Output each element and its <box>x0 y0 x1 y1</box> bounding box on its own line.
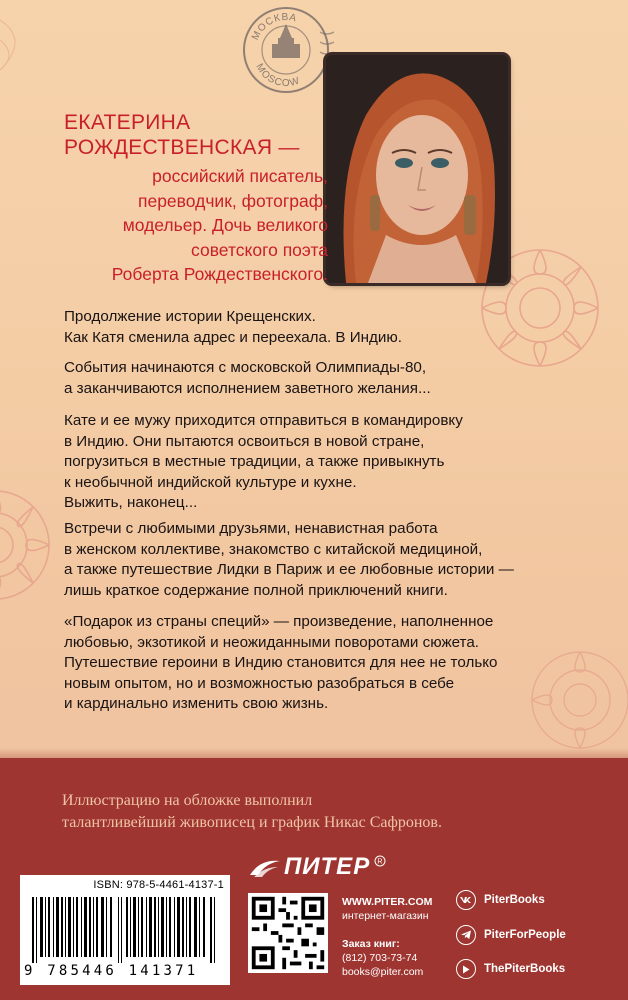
blurb-line: Выжить, наконец... <box>64 494 198 511</box>
vk-icon <box>456 890 476 910</box>
author-desc-line: переводчик, фотограф, <box>137 190 328 211</box>
barcode-digits: 9 785446 141371 <box>24 963 199 979</box>
order-block <box>342 937 423 979</box>
mandala-ornament-left <box>0 470 70 620</box>
social-vk-label: PiterBooks <box>484 894 545 906</box>
publisher-logo-text: ПИТЕР <box>284 853 371 880</box>
blurb-line: любовью, экзотикой и неожиданными поворотами сюжета. <box>64 633 479 651</box>
piter-logo-icon <box>248 857 282 879</box>
illustration-credit <box>62 790 582 834</box>
qr-code-pattern <box>248 893 328 973</box>
author-name <box>64 110 324 160</box>
credit-line: талантливейший живописец и график Никас Сафронов. <box>62 814 442 831</box>
publisher-logo <box>248 853 388 883</box>
blurb-line: а также путешествие Лидки в Париж и ее любовные истории — <box>64 561 514 578</box>
barcode-bars <box>32 897 218 963</box>
credit-line: Иллюстрацию на обложке выполнил <box>62 792 313 809</box>
blurb-line: в женском коллективе, знакомство с китайской медициной, <box>64 540 483 558</box>
stamp-bottom-text: MOSCOW <box>253 61 302 90</box>
order-email[interactable]: books@piter.com <box>342 966 424 978</box>
author-name-line1: ЕКАТЕРИНА <box>64 111 191 134</box>
registered-trademark-icon <box>374 855 386 867</box>
blurb-paragraph-4 <box>64 519 584 601</box>
blurb-paragraph-5 <box>64 612 584 715</box>
svg-text:MOSCOW <box>253 62 301 89</box>
youtube-icon <box>456 959 476 979</box>
blurb-line: погрузиться в местные традиции, а также привыкнуть <box>64 453 445 470</box>
author-name-line2: РОЖДЕСТВЕНСКАЯ — <box>64 136 300 159</box>
social-youtube[interactable] <box>456 958 565 980</box>
author-desc-line: российский писатель, <box>152 166 328 186</box>
blurb-paragraph-2 <box>64 358 584 399</box>
order-label: Заказ книг: <box>342 938 400 950</box>
author-desc-line: модельер. Дочь великого <box>122 215 328 235</box>
blurb-line: «Подарок из страны специй» — произведение, наполненное <box>64 613 494 630</box>
blurb-line: лишь краткое содержание полной приключений книги. <box>64 581 448 599</box>
ornament-decoration <box>0 0 60 120</box>
social-vk[interactable] <box>456 889 545 911</box>
blurb-line: Как Катя сменила адрес и переехала. В Индию. <box>64 328 403 346</box>
blurb-line: а заканчиваются исполнением заветного желания... <box>64 379 431 397</box>
social-telegram[interactable] <box>456 924 566 946</box>
blurb-line: Встречи с любимыми друзьями, ненавистная работа <box>64 520 438 537</box>
website-block <box>342 895 432 923</box>
svg-text:R: R <box>377 858 383 866</box>
blurb-line: новым опытом, но и возможностью разобраться в себе <box>64 674 455 692</box>
social-youtube-label: ThePiterBooks <box>484 963 566 975</box>
social-telegram-label: PiterForPeople <box>484 929 566 941</box>
website-link[interactable]: WWW.PITER.COM <box>342 896 433 908</box>
order-phone: (812) 703-73-74 <box>342 952 418 964</box>
author-description <box>108 164 328 287</box>
stamp-top-text: МОСКВА <box>249 11 299 42</box>
moscow-postmark-stamp <box>238 2 334 98</box>
telegram-icon <box>456 925 476 945</box>
blurb-line: События начинаются с московской Олимпиады-80, <box>64 359 427 376</box>
isbn-barcode <box>20 875 230 985</box>
author-desc-line: советского поэта <box>191 239 328 260</box>
isbn-text: ISBN: 978-5-4461-4137-1 <box>93 879 224 891</box>
blurb-line: и кардинально изменить свою жизнь. <box>64 695 329 712</box>
blurb-line: Путешествие героини в Индию становится для нее не только <box>64 654 498 671</box>
blurb-line: Кате и ее мужу приходится отправиться в командировку <box>64 412 463 429</box>
qr-code <box>248 893 328 973</box>
author-desc-line: Роберта Рождественского. <box>111 264 328 284</box>
blurb-line: Продолжение истории Крещенских. <box>64 308 316 325</box>
blurb-line: в Индию. Они пытаются освоиться в новой стране, <box>64 432 425 450</box>
blurb-paragraph-1 <box>64 307 584 348</box>
author-photo <box>326 55 508 283</box>
blurb-paragraph-3 <box>64 411 584 514</box>
author-portrait-image <box>326 55 508 283</box>
blurb-line: к необычной индийской культуре и кухне. <box>64 473 357 491</box>
website-caption: интернет-магазин <box>342 910 429 922</box>
